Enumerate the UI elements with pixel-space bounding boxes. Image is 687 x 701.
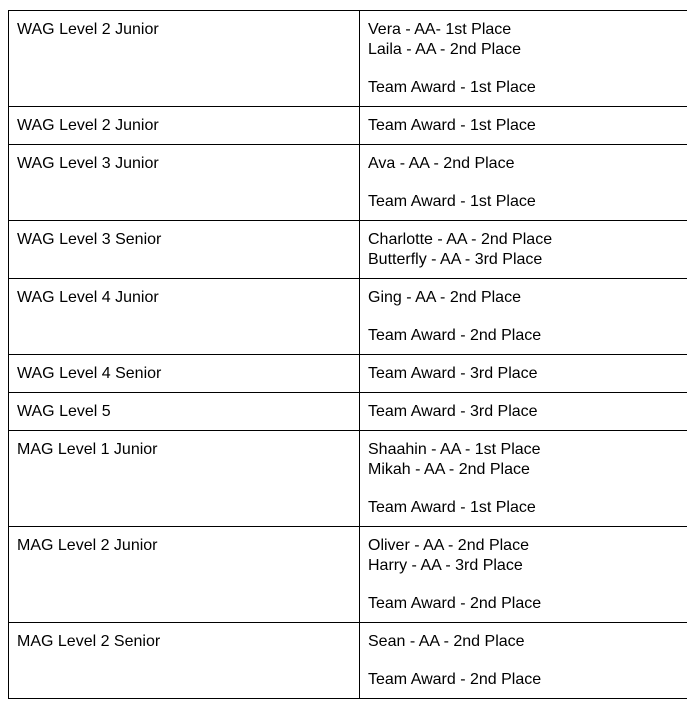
result-line: Team Award - 3rd Place: [368, 403, 538, 420]
line-spacer: [368, 576, 680, 594]
line-spacer: [368, 174, 680, 192]
table-row: [9, 527, 687, 623]
result-line: Team Award - 2nd Place: [368, 671, 542, 688]
results-cell: [360, 355, 687, 393]
table-row: [9, 11, 687, 107]
results-cell: [360, 107, 687, 145]
table-row: [9, 393, 687, 431]
result-line: Team Award - 2nd Place: [368, 327, 542, 344]
result-line: Ging - AA - 2nd Place: [368, 289, 521, 306]
results-table: [8, 10, 687, 699]
result-line: Mikah - AA - 2nd Place: [368, 461, 530, 478]
table-row: [9, 107, 687, 145]
category-cell: MAG Level 2 Junior: [9, 527, 360, 623]
table-row: [9, 623, 687, 699]
table-row: [9, 221, 687, 279]
category-cell: WAG Level 3 Senior: [9, 221, 360, 279]
results-cell: [360, 221, 687, 279]
result-line: Butterfly - AA - 3rd Place: [368, 251, 543, 268]
table-row: [9, 145, 687, 221]
result-line: Charlotte - AA - 2nd Place: [368, 231, 553, 248]
result-line: Team Award - 1st Place: [368, 117, 536, 134]
result-line: Ava - AA - 2nd Place: [368, 155, 515, 172]
results-table-body: [9, 11, 687, 699]
results-cell: [360, 623, 687, 699]
results-cell: [360, 527, 687, 623]
category-cell: WAG Level 5: [9, 393, 360, 431]
category-cell: MAG Level 1 Junior: [9, 431, 360, 527]
category-cell: WAG Level 4 Senior: [9, 355, 360, 393]
line-spacer: [368, 480, 680, 498]
result-line: Team Award - 1st Place: [368, 499, 536, 516]
table-row: [9, 431, 687, 527]
result-line: Laila - AA - 2nd Place: [368, 41, 521, 58]
result-line: Team Award - 1st Place: [368, 79, 536, 96]
result-line: Team Award - 2nd Place: [368, 595, 542, 612]
line-spacer: [368, 652, 680, 670]
result-line: Sean - AA - 2nd Place: [368, 633, 525, 650]
table-row: [9, 279, 687, 355]
category-cell: MAG Level 2 Senior: [9, 623, 360, 699]
result-line: Team Award - 1st Place: [368, 193, 536, 210]
category-cell: WAG Level 2 Junior: [9, 107, 360, 145]
result-line: Harry - AA - 3rd Place: [368, 557, 523, 574]
table-row: [9, 355, 687, 393]
category-cell: WAG Level 4 Junior: [9, 279, 360, 355]
line-spacer: [368, 308, 680, 326]
result-line: Vera - AA- 1st Place: [368, 21, 512, 38]
results-cell: [360, 145, 687, 221]
category-cell: WAG Level 3 Junior: [9, 145, 360, 221]
result-line: Oliver - AA - 2nd Place: [368, 537, 529, 554]
line-spacer: [368, 60, 680, 78]
result-line: Shaahin - AA - 1st Place: [368, 441, 541, 458]
results-cell: [360, 11, 687, 107]
results-cell: [360, 431, 687, 527]
category-cell: WAG Level 2 Junior: [9, 11, 360, 107]
result-line: Team Award - 3rd Place: [368, 365, 538, 382]
results-cell: [360, 279, 687, 355]
results-cell: [360, 393, 687, 431]
